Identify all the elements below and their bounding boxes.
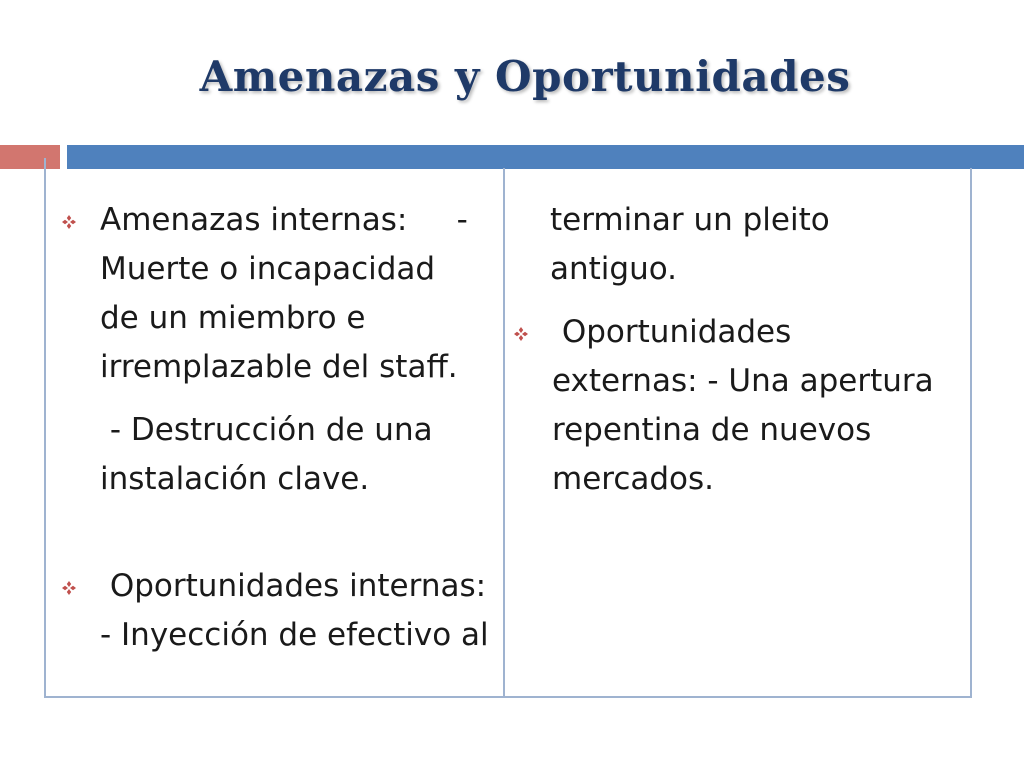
text-line: - Inyección de efectivo al — [100, 617, 489, 653]
frame-bottom-border — [44, 696, 972, 698]
text-line: repentina de nuevos — [552, 412, 872, 448]
accent-bar-red — [0, 145, 60, 169]
diamond-quad-bullet-icon — [514, 327, 528, 341]
text-line: instalación clave. — [100, 461, 370, 497]
text-line: terminar un pleito — [550, 202, 830, 238]
frame-right-border — [970, 168, 972, 698]
text-line: Muerte o incapacidad — [100, 251, 436, 287]
right-column — [514, 196, 964, 504]
paragraph — [62, 406, 507, 504]
slide-title: Amenazas y Oportunidades — [199, 52, 851, 101]
list-item — [62, 562, 507, 660]
text-line: irremplazable del staff. — [100, 349, 458, 385]
text-line: externas: - Una apertura — [552, 363, 934, 399]
list-item — [514, 308, 964, 504]
text-line: mercados. — [552, 461, 715, 497]
accent-bar-blue — [67, 145, 1024, 169]
list-item — [62, 196, 507, 392]
text-line: Oportunidades internas: — [100, 568, 487, 604]
diamond-quad-bullet-icon — [62, 215, 76, 229]
text-line: de un miembro e — [100, 300, 366, 336]
text-line: - Destrucción de una — [100, 412, 433, 448]
left-column — [62, 196, 507, 660]
text-line: Oportunidades — [552, 314, 792, 350]
diamond-quad-bullet-icon — [62, 581, 76, 595]
frame-left-border — [44, 158, 46, 698]
text-line: Amenazas internas: - — [100, 202, 468, 238]
text-line: antiguo. — [550, 251, 678, 287]
paragraph-continuation — [514, 196, 964, 294]
